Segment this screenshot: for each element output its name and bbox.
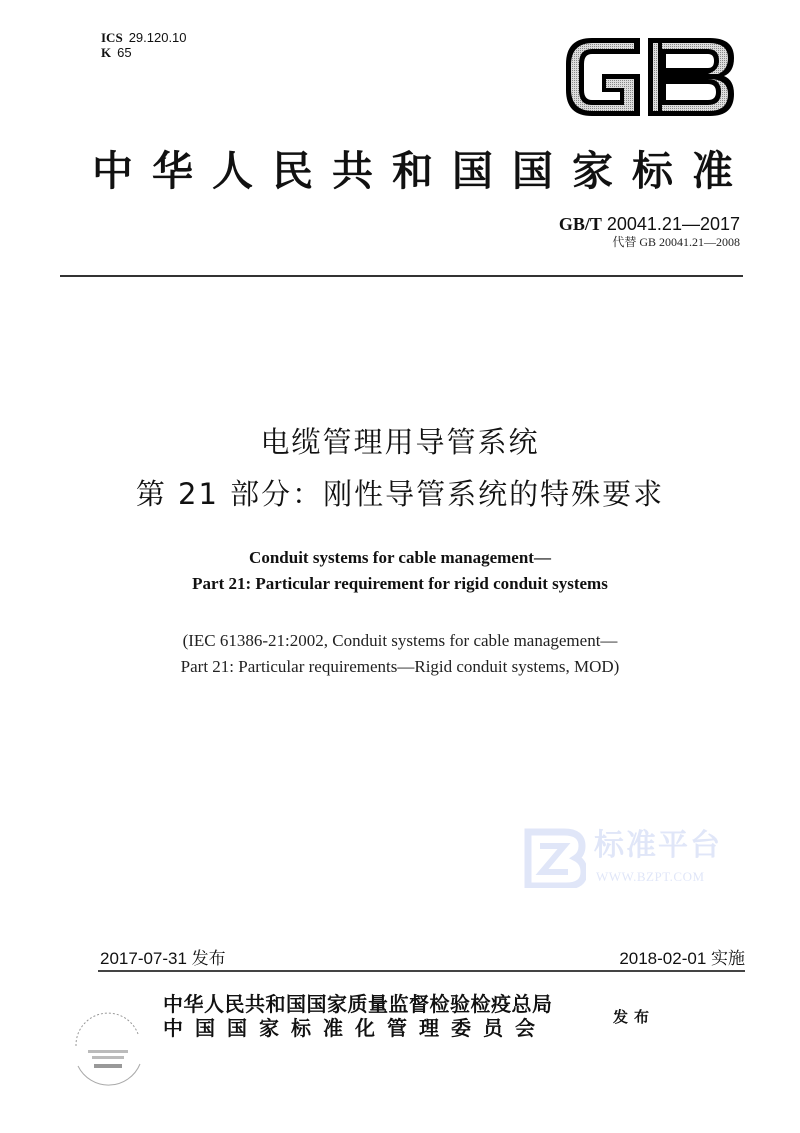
chinese-title-line1: 电缆管理用导管系统 bbox=[260, 425, 540, 459]
issuing-authorities bbox=[163, 992, 553, 1040]
issue-date: 2017-07-31 发布 bbox=[100, 949, 226, 968]
classification-codes bbox=[101, 30, 187, 60]
gb-logo-icon bbox=[562, 34, 738, 120]
publish-label: 发布 bbox=[613, 1008, 656, 1026]
seal-stamp-icon bbox=[66, 1006, 150, 1090]
iec-reference-line2: Part 21: Particular requirements—Rigid conduit systems, MOD) bbox=[180, 657, 620, 676]
watermark-text: 标准平台 bbox=[594, 828, 722, 863]
ics-code: ICS 29.120.10 bbox=[101, 30, 187, 45]
national-standard-title: 中华人民共和国国家标准 bbox=[92, 147, 752, 195]
standard-number: GB/T 20041.21—2017 bbox=[558, 214, 740, 234]
watermark-url: WWW.BZPT.COM bbox=[596, 869, 705, 884]
chinese-title-line2: 第 21 部分：刚性导管系统的特殊要求 bbox=[135, 477, 665, 511]
iec-reference-line1: (IEC 61386-21:2002, Conduit systems for cable management— bbox=[182, 631, 618, 650]
footer-divider bbox=[98, 970, 745, 972]
replaces-standard: 代替 GB 20041.21—2008 bbox=[612, 235, 740, 249]
watermark bbox=[524, 828, 744, 888]
iec-reference bbox=[0, 628, 800, 680]
bz-logo-icon bbox=[524, 828, 586, 888]
english-title-line1: Conduit systems for cable management— bbox=[249, 548, 551, 567]
english-title bbox=[0, 545, 800, 597]
header-divider bbox=[60, 275, 743, 277]
issuer-sac: 中国国家标准化管理委员会 bbox=[163, 1016, 547, 1040]
implementation-date: 2018-02-01 实施 bbox=[619, 949, 745, 968]
english-title-line2: Part 21: Particular requirement for rigid conduit systems bbox=[192, 574, 608, 593]
ccs-code: K 65 bbox=[101, 45, 132, 60]
issuer-aqsiq: 中华人民共和国国家质量监督检验检疫总局 bbox=[163, 992, 553, 1016]
